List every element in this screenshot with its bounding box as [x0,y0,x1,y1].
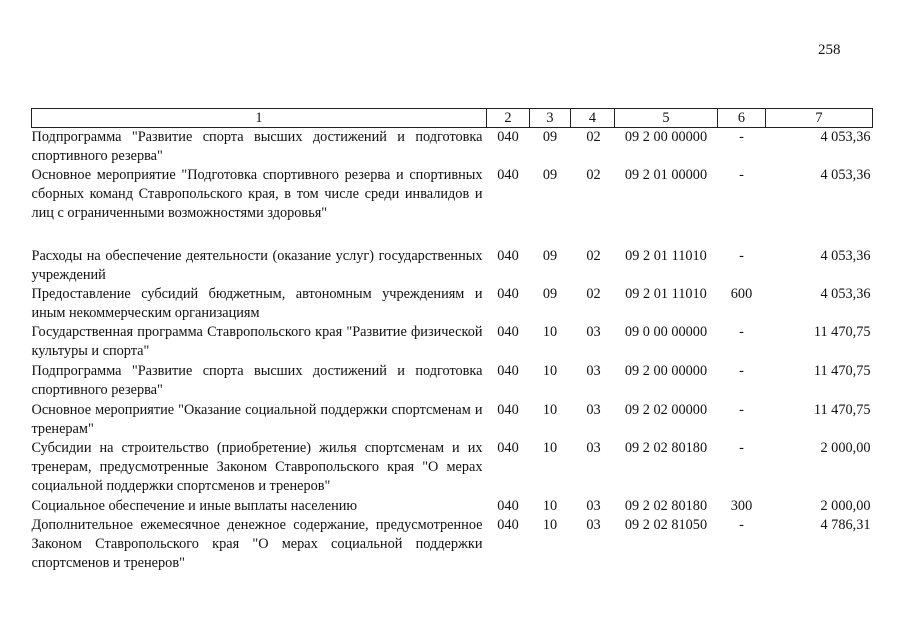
row-name: Подпрограмма "Развитие спорта высших достижений и подготовка спортивного резерва" [31,363,483,398]
row-name: Социальное обеспечение и иные выплаты населению [31,498,358,514]
row-name: Подпрограмма "Развитие спорта высших достижений и подготовка спортивного резерва" [31,129,483,164]
row-amount: 4 053,36 [820,248,871,264]
page-number: 258 [818,42,841,58]
row-subsection: 03 [586,498,601,514]
row-name: Основное мероприятие "Оказание социальной поддержки спортсменам и тренерам" [31,402,483,437]
column-header-6: 6 [718,109,766,128]
row-expense-type: - [739,517,744,533]
row-amount: 4 053,36 [820,286,871,302]
row-amount: 11 470,75 [813,363,871,379]
row-subsection: 03 [586,440,601,456]
table-row [32,516,873,573]
row-expense-type: - [739,440,744,456]
column-header-3: 3 [530,109,571,128]
row-section: 09 [542,167,558,183]
table-row [32,362,873,401]
table-row [32,285,873,323]
table-row [32,401,873,439]
row-grbs: 040 [497,248,519,264]
row-expense-type: - [739,363,744,379]
row-subsection: 03 [586,363,601,379]
row-subsection: 03 [586,517,601,533]
row-grbs: 040 [497,363,519,379]
row-amount: 11 470,75 [813,402,871,418]
row-target-article: 09 2 02 81050 [624,517,708,533]
row-target-article: 09 2 01 11010 [625,286,707,302]
row-section: 10 [542,324,558,340]
row-expense-type: 600 [730,286,753,302]
row-target-article: 09 2 01 00000 [624,167,708,183]
row-expense-type: - [739,402,744,418]
row-expense-type: - [739,248,744,264]
column-header-4: 4 [571,109,615,128]
row-name: Расходы на обеспечение деятельности (оказание услуг) государственных учреждений [31,248,483,283]
row-subsection: 02 [586,129,601,145]
row-expense-type: - [739,167,744,183]
table-row [32,166,873,247]
table-row [32,439,873,497]
row-subsection: 02 [586,248,601,264]
row-name: Субсидии на строительство (приобретение) жилья спортсменам и их тренерам, предусмотренные Законом Ставропольского края "О мерах социальной поддержки спортсменов и тренеров" [31,440,483,494]
row-target-article: 09 2 00 00000 [624,363,708,379]
row-amount: 4 053,36 [820,167,871,183]
row-subsection: 02 [586,286,601,302]
row-subsection: 02 [586,167,601,183]
row-target-article: 09 2 01 11010 [625,248,707,264]
column-header-1: 1 [32,109,487,128]
row-grbs: 040 [497,440,519,456]
row-section: 09 [542,129,558,145]
table-row [32,128,873,167]
row-target-article: 09 2 02 80180 [624,498,708,514]
row-amount: 4 786,31 [820,517,871,533]
row-expense-type: - [739,129,744,145]
row-expense-type: - [739,324,744,340]
row-grbs: 040 [497,498,519,514]
row-amount: 11 470,75 [813,324,871,340]
row-target-article: 09 0 00 00000 [624,324,708,340]
column-header-5: 5 [615,109,718,128]
row-section: 10 [542,517,558,533]
row-grbs: 040 [497,167,519,183]
column-header-2: 2 [487,109,530,128]
row-amount: 2 000,00 [820,498,871,514]
row-name: Дополнительное ежемесячное денежное содержание, предусмотренное Законом Ставропольского края "О мерах социальной поддержки спортсменов и тренеров" [31,517,483,571]
table-row [32,497,873,516]
table-header-row [32,109,873,128]
row-subsection: 03 [586,324,601,340]
column-header-7: 7 [766,109,873,128]
table-row [32,323,873,362]
row-section: 10 [542,402,558,418]
row-grbs: 040 [497,129,519,145]
row-section: 10 [542,440,558,456]
row-section: 09 [542,286,558,302]
row-subsection: 03 [586,402,601,418]
row-target-article: 09 2 00 00000 [624,129,708,145]
row-section: 10 [542,363,558,379]
row-name: Основное мероприятие "Подготовка спортивного резерва и спортивных сборных команд Ставропольского края, в том числе среди инвалидов и лиц с ограниченными возможностями здоровья" [31,167,483,221]
row-name: Государственная программа Ставропольского края "Развитие физической культуры и спорта" [31,324,483,359]
row-section: 10 [542,498,558,514]
row-grbs: 040 [497,402,519,418]
row-grbs: 040 [497,286,519,302]
row-amount: 2 000,00 [820,440,871,456]
budget-table [31,108,873,573]
row-amount: 4 053,36 [820,129,871,145]
row-target-article: 09 2 02 80180 [624,440,708,456]
row-name: Предоставление субсидий бюджетным, автономным учреждениям и иным некоммерческим организациям [31,286,483,321]
row-grbs: 040 [497,324,519,340]
row-expense-type: 300 [730,498,753,514]
table-row [32,247,873,285]
row-grbs: 040 [497,517,519,533]
row-target-article: 09 2 02 00000 [624,402,708,418]
row-section: 09 [542,248,558,264]
